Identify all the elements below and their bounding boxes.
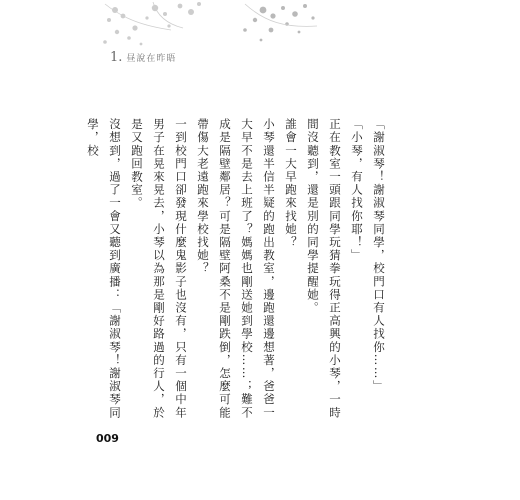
paragraph: 小琴還半信半疑的跑出教室，邊跑還邊想著，爸爸一大早不是去上班了？媽媽也剛送她到學校……；難不成是隔壁鄰居？可是隔壁阿桑不是剛跌倒，怎麼可能帶傷大老遠跑來學校找她？ xyxy=(196,118,276,420)
paragraph: 一到校門口卻發現什麼鬼影子也沒有，只有一個中年男子在晃來晃去，小琴以為那是剛好路過的行人，於是又跑回教室。 xyxy=(130,118,188,420)
story-text xyxy=(82,118,390,428)
chapter-header xyxy=(110,50,176,65)
chapter-number: 1. xyxy=(110,50,123,65)
paragraph: 誰會一大早跑來找她？ xyxy=(284,118,298,249)
page-number: 009 xyxy=(96,432,119,445)
paragraph: 正在教室一頭跟同學玩猜拳玩得正高興的小琴，一時間沒聽到，還是別的同學提醒她。 xyxy=(306,118,342,420)
paragraph: 「小琴，有人找你耶！」 xyxy=(350,118,364,263)
paragraph: 沒想到，過了一會又聽到廣播：「謝淑琴！謝淑琴同學，校 xyxy=(86,118,122,420)
paragraph: 「謝淑琴！謝淑琴同學，校門口有人找你……」 xyxy=(372,118,386,394)
chapter-title: 昼說在昨晤 xyxy=(126,54,177,64)
floral-decoration xyxy=(95,0,325,80)
